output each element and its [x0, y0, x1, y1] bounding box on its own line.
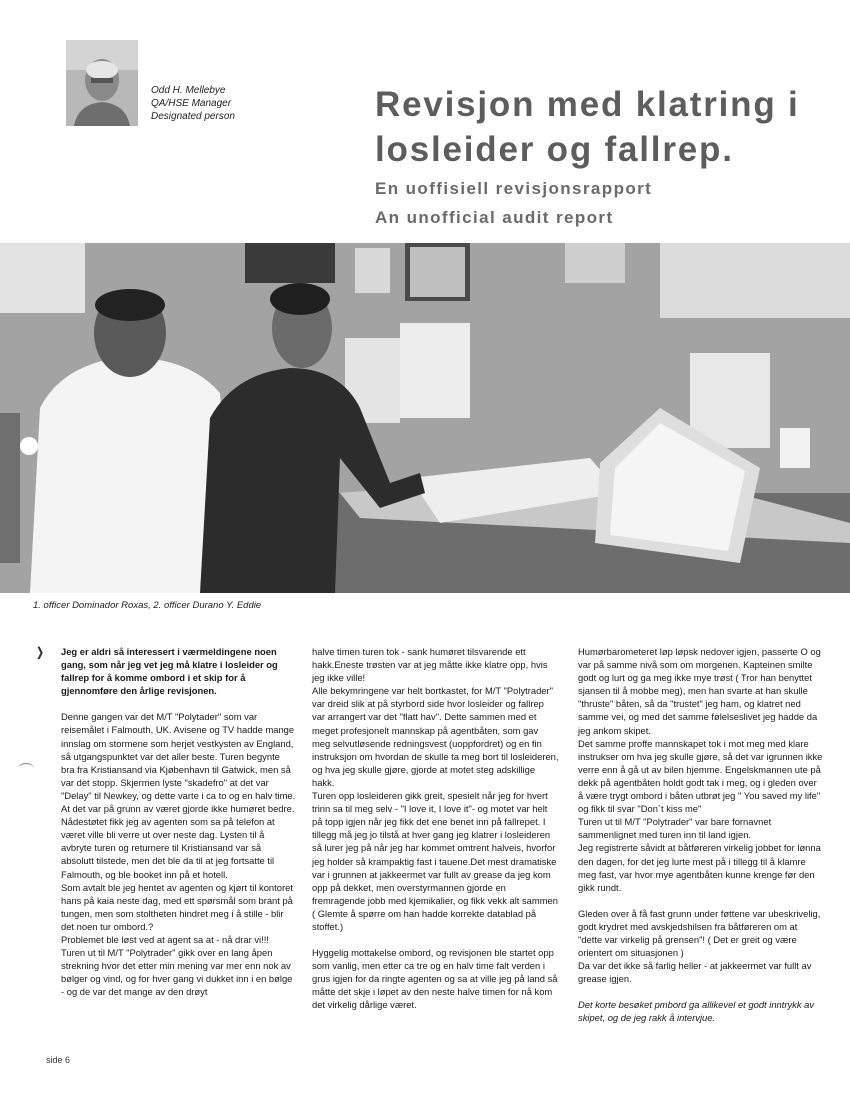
- bridge-photo: [0, 243, 850, 593]
- body-paragraph: Gleden over å få fast grunn under føttene var ubeskrivelig, godt krydret med avskjedshilsen fra båtføreren om at "dette var virkelig på grensen"! ( Det er greit og være orientert om situasjonen ): [578, 907, 821, 959]
- page-number: side 6: [46, 1055, 71, 1065]
- closing-paragraph: Det korte besøket pmbord ga allikevel et godt inntrykk av skipet, og de jeg rakk å intervjue.: [578, 999, 815, 1024]
- photo-marker: [20, 437, 38, 455]
- lead-paragraph: Jeg er aldri så interessert i værmeldingene noen gang, som når jeg vet jeg må klatre i losleider og fallrep for å komme ombord i et skip for å gjennomføre den årlige revisjonen.: [61, 646, 278, 697]
- scan-mark: [18, 763, 34, 774]
- body-paragraph: Jeg registrerte såvidt at båtføreren virkelig jobbet for lønna den dagen, for det jeg lurte mest på i tillegg til å klamre meg fast, var hvor mye agentbåten kunne krenge før den gikk rundt.: [578, 842, 821, 893]
- article-column-3: [578, 645, 823, 1025]
- lead-arrow-icon: ❭: [35, 645, 46, 659]
- article-column-1: [61, 645, 296, 998]
- author-role: QA/HSE Manager: [151, 98, 232, 109]
- body-paragraph: Problemet ble løst ved at agent sa at - nå drar vi!!!: [61, 933, 269, 945]
- author-name: Odd H. Mellebye: [151, 85, 226, 96]
- body-paragraph: Denne gangen var det M/T "Polytader" som var reisemålet i Falmouth, UK. Avisene og TV hadde mange innslag om stormene som herjet vestkysten av England, så utgangspunktet var det aller beste. Turen begynte bra fra Kristiansand via Kjøbenhavn til Gatwick, men så var det stopp. Skjermen lyste "skadefro" at det var "Delay" til Newkey, og dette varte i ca to og en halv time. At det var på grunn av været gjorde ikke humøret bedre. Nådestøtet fikk jeg av agenten som sa på telefon at været ville bli verre ut over neste dag. Lysten til å avbryte turen og returnere til Kristiansand var så absolutt tilstede, men det ble da til at jeg fortsatte til Falmouth, og ble booket inn på et hotell.: [61, 711, 296, 880]
- subtitle-english: An unofficial audit report: [375, 208, 614, 227]
- article-subtitle: [375, 174, 652, 232]
- article-title: [375, 82, 835, 172]
- body-paragraph: Hyggelig mottakelse ombord, og revisjonen ble startet opp som vanlig, men etter ca tre og en halv time falt verden i grus igjen for da ringte agenten og sa at ville jeg på land så måtte det skje i løpet av den neste halve timen for nå kom det virkelig dårlige været.: [312, 947, 558, 1011]
- subtitle-norwegian: En uoffisiell revisjonsrapport: [375, 179, 653, 198]
- photo-caption: 1. officer Dominador Roxas, 2. officer Durano Y. Eddie: [33, 600, 262, 611]
- author-portrait: [66, 40, 138, 126]
- body-paragraph: halve timen turen tok - sank humøret tilsvarende ett hakk.Eneste trøsten var at jeg måtte ikke klatre opp, hvis jeg ikke ville!: [312, 646, 548, 684]
- body-paragraph: Turen opp losleideren gikk greit, spesielt når jeg for hvert trinn sa til meg selv - "I love it, I love it"- og motet var helt på topp igjen når jeg fikk det ene benet inn på fallrepet. I tillegg må jeg jo tilstå at hver gang jeg klatrer i losleideren så lurer jeg på når jeg har kommet omtrent halveis, hvorfor jeg holder så krampaktig fast i tauene.Det mest dramatiske var i grunnen at jakkeermet var fullt av grease da jeg kom opp på dekket, men overstyrmannen gjorde en fremragende jobb med kjemikalier, og fikk vekk alt sammen ( Glemte å spørre om han hadde korrekte datablad på stoffet.): [312, 790, 558, 932]
- body-paragraph: Humørbarometeret løp løpsk nedover igjen, passerte O og var på samme nivå som om morgenen. Kapteinen smilte godt og lurt og ga meg ikke mye trøst ( Tror han benyttet sjansen til å mobbe meg), men han svarte at han skulle "thruste" båten, så da "trustet" jeg ham, og klatret ned samme vei, og med det samme følelseslivet jeg hadde da jeg ankom skipet.: [578, 646, 821, 736]
- author-role2: Designated person: [151, 111, 235, 122]
- body-paragraph: Det samme proffe mannskapet tok i mot meg med klare instrukser om hva jeg skulle gjøre, så det var igrunnen ikke verre enn å gå ut av bilen hjemme. Engelskmannen ute på dekk på agentbåten holdt godt tak i meg, og i gleden over å være trygt ombord i båten utbrøt jeg " You saved my life" og fikk til svar "Don`t kiss me": [578, 737, 823, 815]
- body-paragraph: Turen ut til M/T "Polytrader" gikk over en lang åpen strekning hvor det etter min mening var mer enn nok av bølger og vind, og for hver gang vi dukket inn i en bølge - og de var det mange av den drøyt: [61, 947, 293, 998]
- title-line2: losleider og fallrep.: [375, 130, 734, 169]
- title-line1: Revisjon med klatring i: [375, 85, 800, 124]
- body-paragraph: Turen ut til M/T "Polytrader" var bare fornavnet sammenlignet med turen inn til land igjen.: [578, 816, 772, 841]
- body-paragraph: Som avtalt ble jeg hentet av agenten og kjørt til kontoret hans på kaia neste dag, med ett spørsmål som brant på tungen, men som stoltheten hindret meg i å stille - blir det noen tur ombord.?: [61, 881, 293, 932]
- body-paragraph: Da var det ikke så farlig heller - at jakkeermet var fullt av grease igjen.: [578, 960, 812, 985]
- article-column-2: [312, 645, 559, 1012]
- author-block: [151, 84, 235, 123]
- body-paragraph: Alle bekymringene var helt bortkastet, for M/T "Polytrader" var dreid slik at på styrbord side hvor losleider og fallrep var arrangert var det "flatt hav". Dette sammen med et meget profesjonelt mannskap på agentbåten, som gav meg selvutløsende redningsvest (uoppfordret) og en fin instruksjon om hvordan de skulle ta meg bort til losleideren, og hva jeg skulle gjøre, gjorde at motet steg adskillige hakk.: [312, 685, 559, 788]
